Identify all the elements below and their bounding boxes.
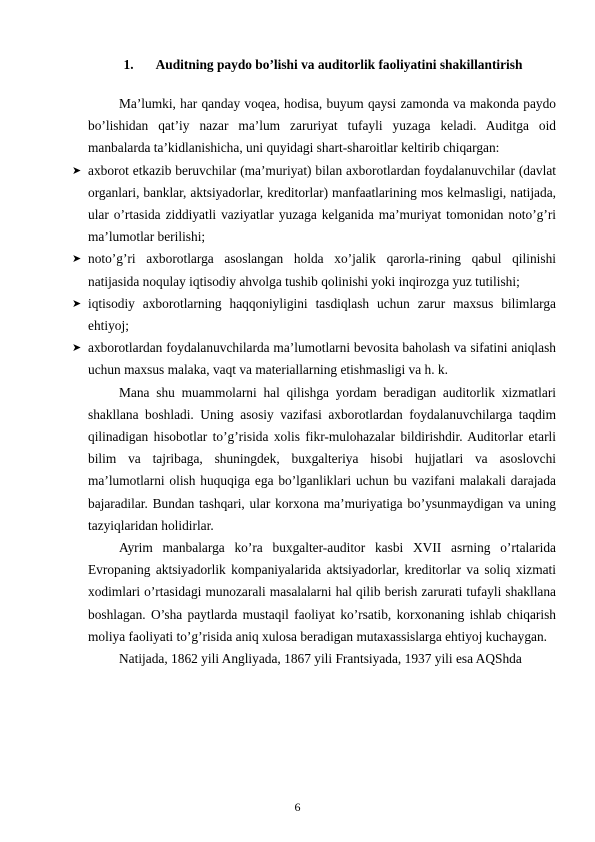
section-number: 1. — [123, 57, 134, 72]
section-title: Auditning paydo bo’lishi va auditorlik faoliyatini shakillantirish — [155, 57, 523, 72]
bullet-item — [72, 248, 556, 292]
bullet-text: noto’g’ri axborotlarga asoslangan holda xo’jalik qarorla-rining qabul qilinishi natijasida noqulay iqtisodiy ahvolga tushib qolinishi yoki inqirozga yuz tutilishi; — [88, 251, 556, 289]
paragraph: Natijada, 1862 yili Angliyada, 1867 yili Frantsiyada, 1937 yili esa AQShda — [119, 651, 522, 667]
bullet-item — [72, 337, 556, 381]
paragraph-intro: Ma’lumki, har qanday voqea, hodisa, buyum qaysi zamonda va makonda paydo bo’lishidan qat’iy nazar ma’lum zaruriyat tufayli yuzaga keladi. Auditga oid manbalarda ta’kidlanishicha, uni quyidagi shart-sharoitlar keltirib chiqargan: — [88, 96, 556, 156]
paragraph: Ayrim manbalarga ko’ra buxgalter-auditor kasbi XVII asrning o’rtalarida Evropaning aktsiyadorlik kompaniyalarida aktsiyadorlar, kreditorlar va soliq xizmati xodimlari o’rtasidagi munozarali masalalarni hal qilib berish zarurati tufayli shakllana boshlagan. O’sha paytlarda mustaqil faoliyat ko’rsatib, korxonaning ishlab chiqarish moliya faoliyati to’g’risida aniq xulosa beradigan mutaxassislarga ehtiyoj kuchaygan. — [88, 540, 556, 644]
arrowhead-bullet-icon: ➤ — [72, 297, 82, 310]
arrowhead-bullet-icon: ➤ — [72, 342, 82, 355]
bullet-text: axborot etkazib beruvchilar (ma’muriyat) bilan axborotlardan foydalanuvchilar (davlat organlari, banklar, aktsiyadorlar, kreditorlar) manfaatlarining mos kelmasligi, natijada, ular o’rtasida ziddiyatli vaziyatlar yuzaga kelganida ma’muriyat tomonidan noto’g’ri ma’lumotlar berilishi; — [88, 162, 556, 245]
bullet-item — [72, 293, 556, 337]
paragraph: Mana shu muammolarni hal qilishga yordam beradigan auditorlik xizmatlari shakllana boshladi. Uning asosiy vazifasi axborotlardan foydalanuvchilarga taqdim qilinadigan hisobotlar to’g’risida xolis fikr-mulohazalar bildirishdir. Auditorlar etarli bilim va tajribaga, shuningdek, buxgalteriya hisobi hujjatlari va asoslovchi ma’lumotlarni olish huquqiga ega bo’lganliklari uchun bu vazifani malakali darajada bajaradilar. Bundan tashqari, ular korxona ma’muriyatiga bo’ysunmaydigan va uning tazyiqlaridan holidirlar. — [88, 384, 556, 533]
bullet-text: iqtisodiy axborotlarning haqqoniyligini tasdiqlash uchun zarur maxsus bilimlarga ehtiyoj; — [88, 295, 556, 334]
bullet-item — [72, 160, 556, 249]
page-number: 6 — [294, 800, 301, 814]
arrowhead-bullet-icon: ➤ — [72, 253, 82, 266]
arrowhead-bullet-icon: ➤ — [72, 164, 82, 177]
bullet-text: axborotlardan foydalanuvchilarda ma’lumotlarni bevosita baholash va sifatini aniqlash uchun maxsus malaka, vaqt va materiallarning etishmasligi va h. k. — [88, 340, 556, 378]
body-text — [72, 93, 556, 670]
section-heading — [88, 57, 558, 72]
